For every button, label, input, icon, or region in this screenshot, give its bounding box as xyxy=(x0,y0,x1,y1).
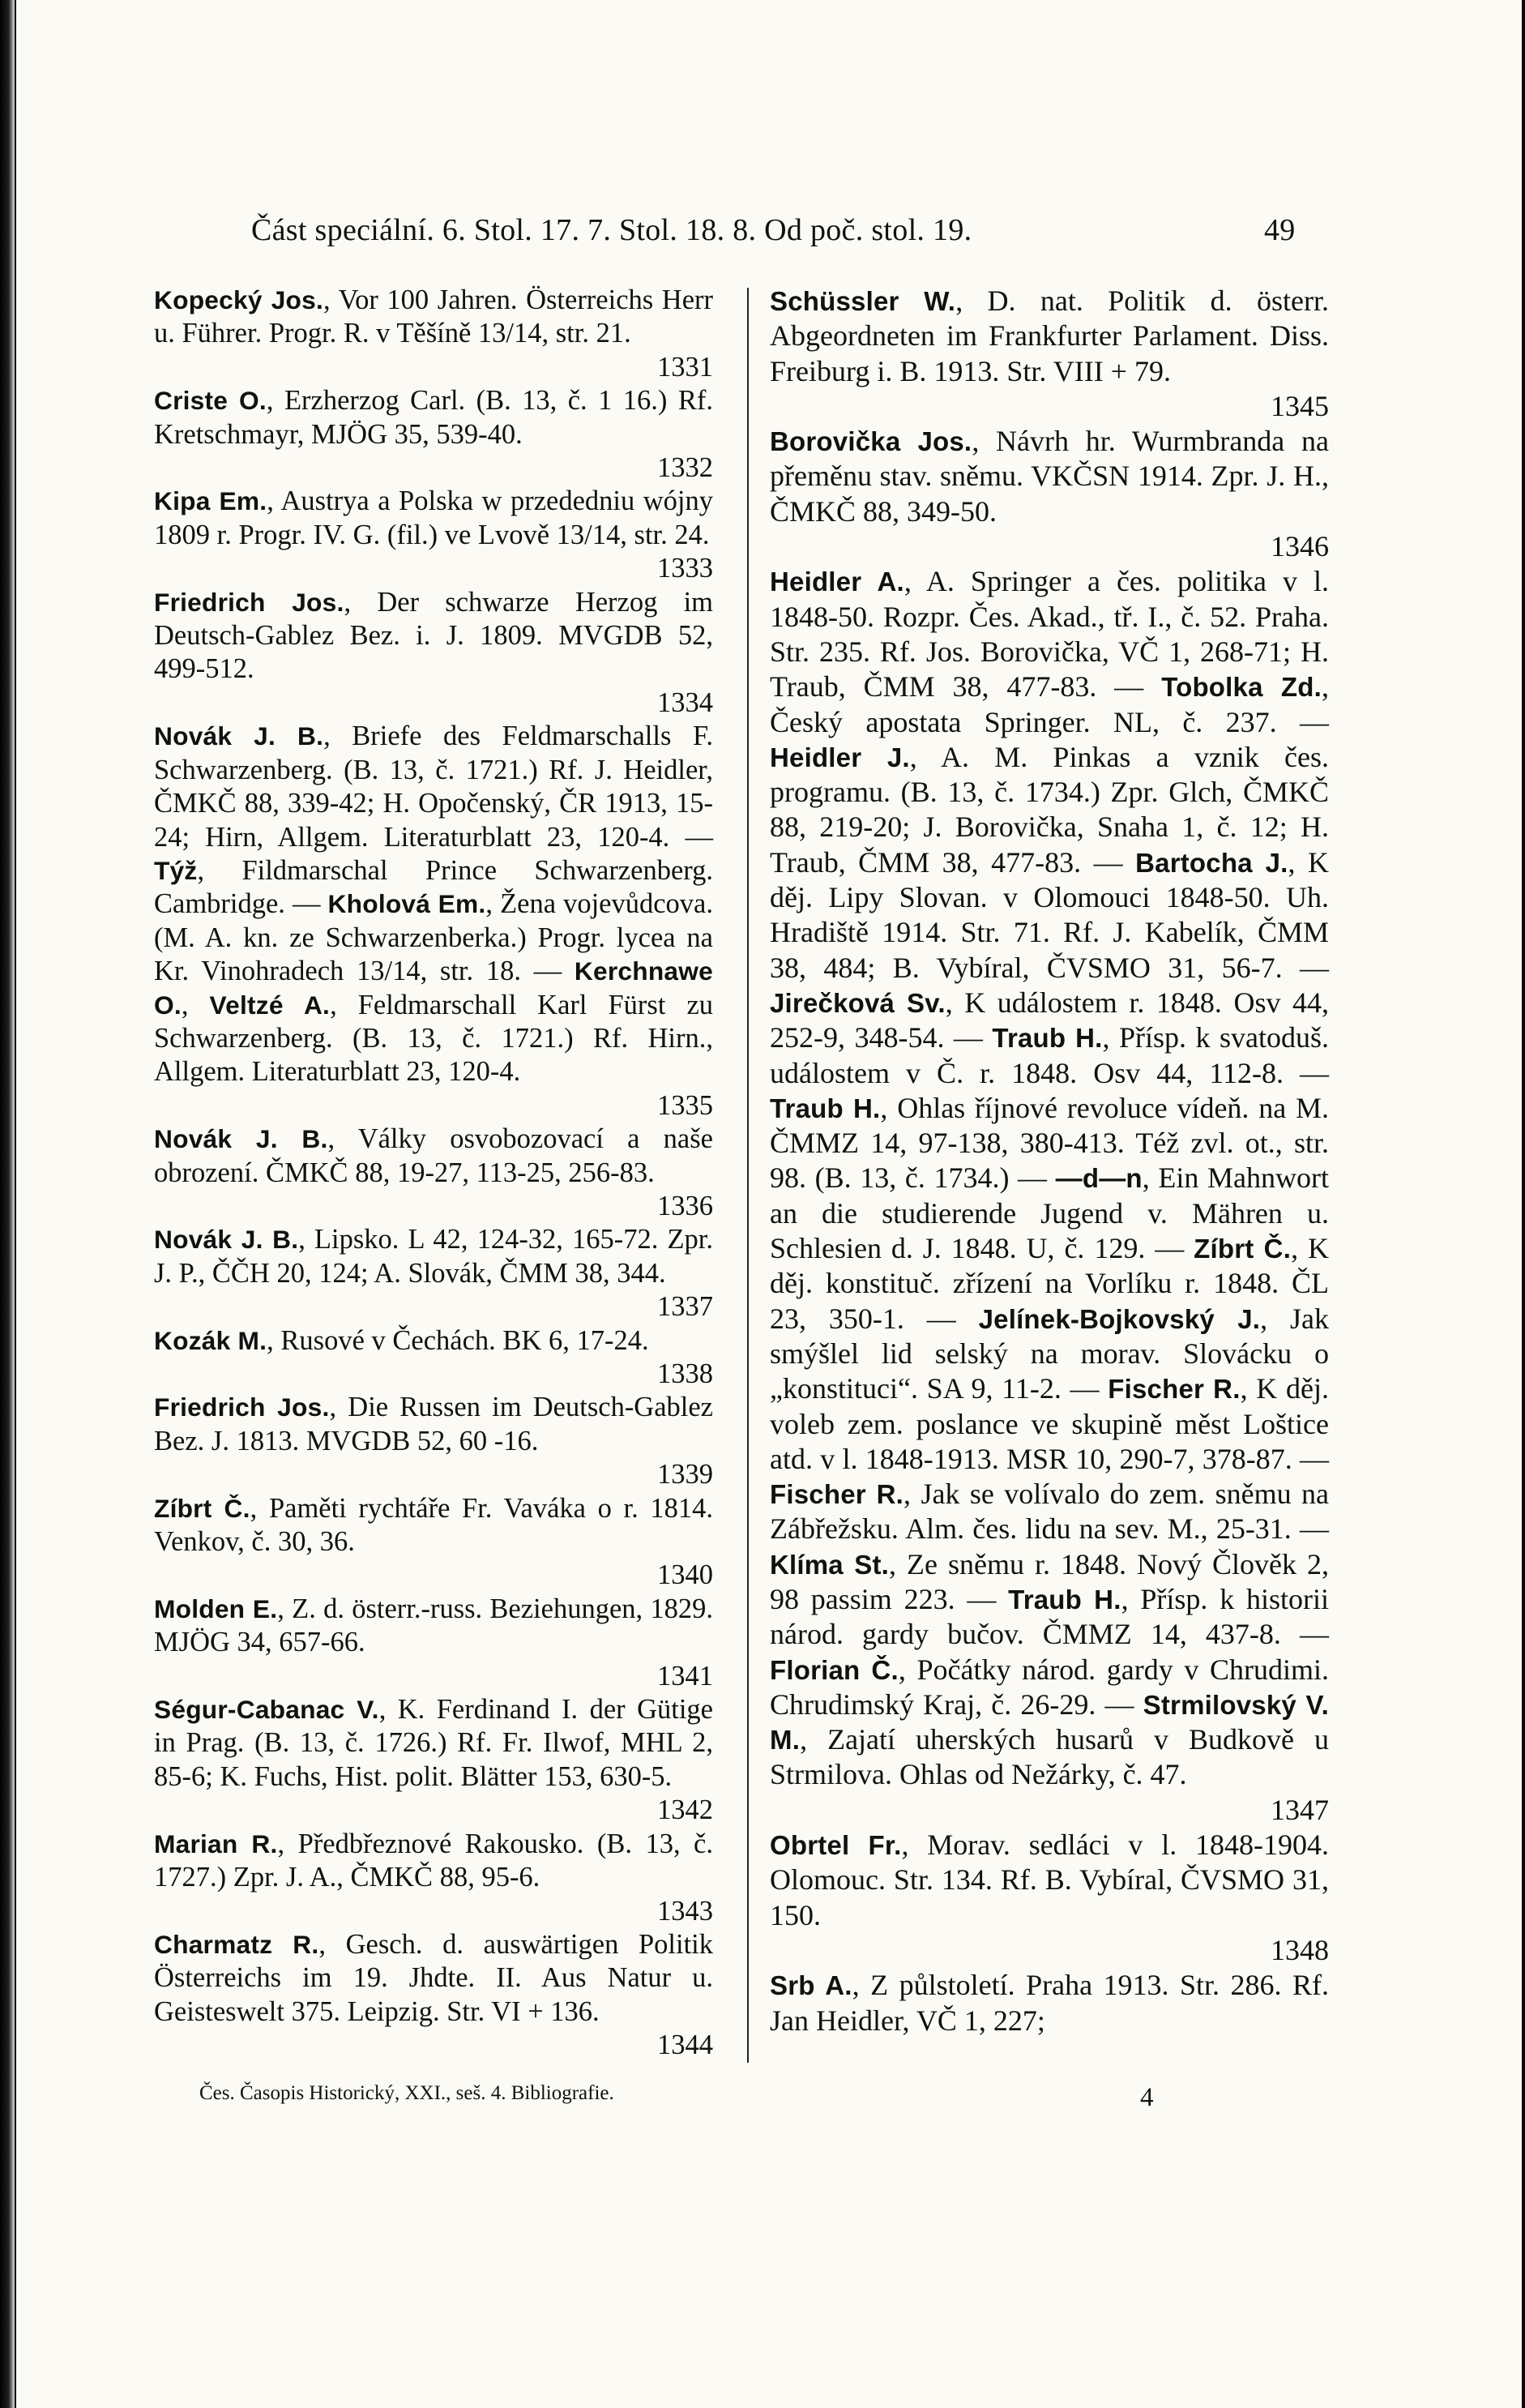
entry-text: , K událostem r. 1848. Osv 44, 252-9, 348-54. — xyxy=(770,986,1330,1054)
bibliography-entry xyxy=(770,1828,1329,1968)
left-column xyxy=(154,284,713,2063)
entry-text: , Die Russen im Deutsch-Gablez Bez. J. 1813. MVGDB 52, 60 -16. xyxy=(154,1392,713,1456)
entry-text: , K děj. konstituč. zřízení na Vorlíku r. 1848. ČL 23, 350-1. — xyxy=(770,1232,1329,1335)
entry-text: , Žena vojevůdcova. (M. A. kn. ze Schwarzenberka.) Progr. lycea na Kr. Vinohradech 13/14, str. 18. — xyxy=(154,888,713,987)
entry-author: Kozák M. xyxy=(154,1325,267,1355)
entry-text: , Erzherzog Carl. (B. 13, č. 1 16.) Rf. Kretschmayr, MJÖG 35, 539-40. xyxy=(154,385,713,450)
entry-author: Traub H. xyxy=(992,1023,1103,1054)
running-title: Část speciální. 6. Stol. 17. 7. Stol. 18. 8. Od poč. stol. 19. xyxy=(251,213,972,247)
entry-text: , Přísp. k historii národ. gardy bučov. ČMMZ 14, 437-8. — xyxy=(770,1582,1329,1651)
entry-author: Veltzé A. xyxy=(209,990,331,1020)
entry-text: , Jak se volívalo do zem. sněmu na Zábřežsku. Alm. čes. lidu na sev. M., 25-31. — xyxy=(770,1478,1329,1546)
entry-number: 1343 xyxy=(657,1895,713,1927)
entry-author: Marian R. xyxy=(154,1828,278,1858)
bibliography-entry xyxy=(154,720,713,1123)
entry-text: , Ein Mahnwort an die studierende Jugend v. Mähren u. Schlesien d. J. 1848. U, č. 129. — xyxy=(770,1161,1329,1265)
entry-text: , Jak smýšlel lid selský na morav. Slovácku o „konstituci“. SA 9, 11-2. — xyxy=(770,1302,1329,1405)
column-divider xyxy=(747,288,749,2063)
entry-text: , Austrya a Polska w przededniu wójny 1809 r. Progr. IV. G. (fil.) ve Lvově 13/14, str. 24. xyxy=(154,485,713,550)
entry-author: Traub H. xyxy=(770,1093,881,1123)
scan-edge xyxy=(0,0,15,2408)
entry-text: , Války osvobozovací a naše obrození. ČMKČ 88, 19-27, 113-25, 256-83. xyxy=(154,1123,713,1188)
entry-number: 1340 xyxy=(657,1559,713,1591)
entry-text: , Vor 100 Jahren. Österreichs Herr u. Führer. Progr. R. v Těšíně 13/14, str. 21. xyxy=(154,284,714,349)
entry-author: Criste O. xyxy=(154,386,267,416)
bibliography-entry xyxy=(154,284,713,384)
page-number: 49 xyxy=(1264,213,1296,247)
entry-text: , Ze sněmu r. 1848. Nový Člověk 2, 98 passim 223. — xyxy=(770,1547,1329,1615)
entry-text: , A. Springer a čes. politika v l. 1848-50. Rozpr. Čes. Akad., tř. I., č. 52. Praha. Str. 235. Rf. Jos. Borovička, VČ 1, 268-71; H. Traub, ČMM 38, 477-83. — xyxy=(770,565,1329,704)
entry-author: Friedrich Jos. xyxy=(154,1392,330,1422)
entry-number: 1347 xyxy=(1271,1793,1329,1826)
bibliography-entry xyxy=(154,485,713,585)
signature-mark: 4 xyxy=(1140,2083,1154,2112)
entry-author: Kopecký Jos. xyxy=(154,285,323,314)
entry-author: Heidler A. xyxy=(770,567,904,597)
bibliography-entry xyxy=(770,284,1329,424)
entry-author: —d—n xyxy=(1055,1163,1143,1194)
bibliography-entry xyxy=(154,1123,713,1223)
entry-text: , K. Ferdinand I. der Gütige in Prag. (B. 13, č. 1726.) Rf. Fr. Ilwof, MHL 2, 85-6; K. Fuchs, Hist. polit. Blätter 153, 630-5. xyxy=(154,1694,713,1792)
entry-text: , Morav. sedláci v l. 1848-1904. Olomouc. Str. 134. Rf. B. Vybíral, ČVSMO 31, 150. xyxy=(770,1828,1329,1931)
entry-author: Zíbrt Č. xyxy=(1194,1234,1292,1264)
entry-author: Bartocha J. xyxy=(1135,847,1288,878)
entry-author: Novák J. B. xyxy=(154,721,324,751)
entry-number: 1338 xyxy=(657,1358,713,1389)
entry-author: Molden E. xyxy=(154,1593,278,1623)
entry-author: Borovička Jos. xyxy=(770,426,972,457)
entry-author: Týž xyxy=(154,855,198,885)
entry-author: Heidler J. xyxy=(770,742,910,772)
bibliography-entry xyxy=(154,384,713,485)
entry-author: Ségur-Cabanac V. xyxy=(154,1695,379,1725)
entry-author: Tobolka Zd. xyxy=(1161,672,1322,703)
entry-text: , D. nat. Politik d. österr. Abgeordneten im Frankfurter Parlament. Diss. Freiburg i. B. 1913. Str. VIII + 79. xyxy=(770,284,1329,387)
bibliography-entry xyxy=(154,1324,713,1392)
entry-text: , Feldmarschall Karl Fürst zu Schwarzenberg. (B. 13, č. 1721.) Rf. Hirn., Allgem. Literaturblatt 23, 120-4. xyxy=(154,989,714,1088)
entry-author: Strmilovský V. M. xyxy=(770,1689,1329,1756)
entry-author: Traub H. xyxy=(1008,1584,1121,1615)
entry-author: Schüssler W. xyxy=(770,286,956,316)
entry-text: , Předbřeznové Rakousko. (B. 13, č. 1727.) Zpr. J. A., ČMKČ 88, 95-6. xyxy=(154,1828,713,1893)
entry-number: 1345 xyxy=(1271,389,1329,422)
entry-text: , Der schwarze Herzog im Deutsch-Gablez Bez. i. J. 1809. MVGDB 52, 499-512. xyxy=(154,586,713,685)
entry-text: , Počátky národ. gardy v Chrudimi. Chrudimský Kraj, č. 26-29. — xyxy=(770,1653,1329,1721)
entry-author: Jelínek-Bojkovský J. xyxy=(978,1303,1261,1334)
entry-number: 1348 xyxy=(1271,1933,1329,1966)
bibliography-entry xyxy=(770,564,1329,1828)
entry-text: , Z půlstoletí. Praha 1913. Str. 286. Rf. Jan Heidler, VČ 1, 227; xyxy=(770,1969,1329,2037)
entry-author: Kerchnawe O. xyxy=(154,956,713,1020)
bibliography-entry xyxy=(154,1928,713,2063)
entry-author: Kipa Em. xyxy=(154,486,267,516)
entry-text: , Ohlas říjnové revoluce vídeň. na M. ČMMZ 14, 97-138, 380-413. Též zvl. ot., str. 98. (B. 13, č. 1734.) — xyxy=(770,1091,1329,1195)
entry-number: 1339 xyxy=(657,1459,713,1491)
bibliography-entry xyxy=(154,586,713,721)
entry-text: , xyxy=(181,989,210,1020)
entry-text: , Návrh hr. Wurmbranda na přeměnu stav. sněmu. VKČSN 1914. Zpr. J. H., ČMKČ 88, 349-50. xyxy=(770,425,1329,528)
page xyxy=(16,0,1522,2408)
bibliography-entry xyxy=(154,1223,713,1324)
entry-author: Srb A. xyxy=(770,1970,852,2001)
bibliography-entry xyxy=(154,1593,713,1693)
bibliography-entry xyxy=(154,1391,713,1491)
entry-number: 1334 xyxy=(657,686,713,718)
entry-author: Charmatz R. xyxy=(154,1929,319,1959)
entry-author: Florian Č. xyxy=(770,1654,899,1685)
right-column xyxy=(770,284,1329,2038)
bibliography-entry xyxy=(154,1492,713,1593)
entry-number: 1331 xyxy=(657,351,713,383)
bibliography-entry xyxy=(154,1693,713,1828)
entry-text: , Zajatí uherských husarů v Budkově u Strmilova. Ohlas od Nežárky, č. 47. xyxy=(770,1723,1329,1791)
entry-text: , Rusové v Čechách. BK 6, 17-24. xyxy=(267,1324,649,1356)
entry-text: , Lipsko. L 42, 124-32, 165-72. Zpr. J. P., ČČH 20, 124; A. Slovák, ČMM 38, 344. xyxy=(154,1224,713,1289)
bibliography-entry xyxy=(154,1828,713,1928)
entry-number: 1333 xyxy=(657,553,713,584)
entry-author: Novák J. B. xyxy=(154,1124,328,1154)
entry-text: , Briefe des Feldmarschalls F. Schwarzenberg. (B. 13, č. 1721.) Rf. J. Heidler, ČMKČ 88, 339-42; H. Opočenský, ČR 1913, 15-24; Hirn, Allgem. Literaturblatt 23, 120-4. — xyxy=(154,721,713,853)
entry-text: , Fildmarschal Prince Schwarzenberg. Cambridge. — xyxy=(154,854,713,920)
entry-author: Kholová Em. xyxy=(327,889,486,919)
running-header xyxy=(251,212,1305,248)
entry-number: 1344 xyxy=(657,2029,713,2061)
entry-number: 1342 xyxy=(657,1794,713,1826)
entry-author: Fischer R. xyxy=(770,1479,903,1510)
entry-text: , Přísp. k svatoduš. událostem v Č. r. 1848. Osv 44, 112-8. — xyxy=(770,1021,1329,1089)
entry-author: Klíma St. xyxy=(770,1549,890,1580)
entry-number: 1337 xyxy=(657,1291,713,1323)
entry-number: 1336 xyxy=(657,1190,713,1221)
entry-text: , Gesch. d. auswärtigen Politik Österreichs im 19. Jhdte. II. Aus Natur u. Geisteswelt 375. Leipzig. Str. VI + 136. xyxy=(154,1928,713,2027)
entry-number: 1341 xyxy=(657,1660,713,1692)
entry-text: , Paměti rychtáře Fr. Vaváka o r. 1814. Venkov, č. 30, 36. xyxy=(154,1492,713,1558)
bibliography-entry xyxy=(770,1968,1329,2038)
entry-number: 1346 xyxy=(1271,530,1329,563)
entry-author: Fischer R. xyxy=(1108,1374,1241,1405)
entry-text: , K děj. Lipy Slovan. v Olomouci 1848-50. Uh. Hradiště 1914. Str. 71. Rf. J. Kabelík, ČMM 38, 484; B. Vybíral, ČVSMO 31, 56-7. — xyxy=(770,845,1329,984)
entry-text: , Z. d. österr.-russ. Beziehungen, 1829. MJÖG 34, 657-66. xyxy=(154,1593,714,1658)
entry-author: Novák J. B. xyxy=(154,1225,299,1255)
entry-author: Friedrich Jos. xyxy=(154,587,344,617)
entry-text: , K děj. voleb zem. poslance ve skupině měst Loštice atd. v l. 1848-1913. MSR 10, 290-7, 378-87. — xyxy=(770,1372,1329,1475)
entry-text: , A. M. Pinkas a vznik čes. programu. (B. 13, č. 1734.) Zpr. Glch, ČMKČ 88, 219-20; J. Borovička, Snaha 1, č. 12; H. Traub, ČMM 38, 477-83. — xyxy=(770,740,1329,879)
journal-footer: Čes. Časopis Historický, XXI., seš. 4. Bibliografie. xyxy=(199,2082,614,2104)
entry-text: , Český apostata Springer. NL, č. 237. — xyxy=(770,670,1329,738)
entry-number: 1332 xyxy=(657,452,713,484)
entry-author: Jirečková Sv. xyxy=(770,987,946,1018)
entry-number: 1335 xyxy=(657,1089,713,1121)
entry-author: Zíbrt Č. xyxy=(154,1493,250,1523)
entry-author: Obrtel Fr. xyxy=(770,1830,902,1861)
bibliography-entry xyxy=(770,424,1329,564)
